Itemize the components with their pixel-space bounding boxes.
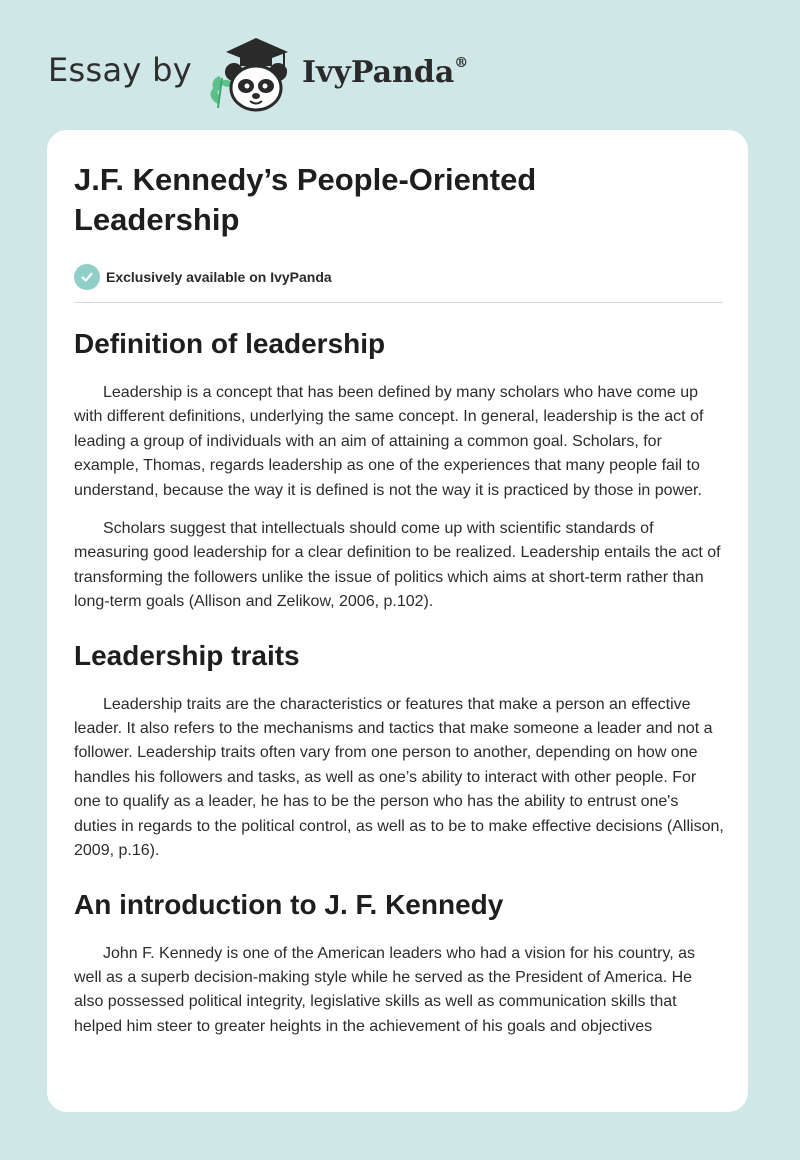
essay-card <box>47 130 748 1112</box>
panda-graduate-icon <box>206 34 298 114</box>
title-divider <box>74 302 723 303</box>
essay-title: J.F. Kennedy’s People-Oriented Leadership <box>74 162 537 237</box>
paragraph: Leadership is a concept that has been defined by many scholars who have come up with different definitions, underlying the same concept. In general, leadership is the act of leading a group of individuals with an aim of attaining a common goal. Scholars, for example, Thomas, regards leadership as one of the experiences that many people fail to understand, because the way it is defined is not the way it is practiced by those in power. <box>74 384 704 499</box>
paragraph: John F. Kennedy is one of the American leaders who had a vision for his country, as well as a superb decision-making style while he served as the President of America. He also possessed political integrity, legislative skills as well as communication skills that helped him steer to greater heights in the achievement of his goals and objectives <box>74 944 696 1035</box>
brand-name: IvyPanda® <box>301 54 469 90</box>
section-heading: Leadership traits <box>74 639 300 671</box>
brand-header <box>48 34 468 114</box>
paragraph: Leadership traits are the characteristics or features that make a person an effective leader. It also refers to the mechanisms and tactics that make someone a leader and not a follower. Leadership traits often vary from one person to another, depending on how one handles his followers and tasks, as well as one’s ability to interact with other people. For one to qualify as a leader, he has to be the person who has the ability to entrust one's duties in regards to the political control, as well as to be to make effective decisions (Allison, 2009, p.16). <box>74 695 724 860</box>
paragraph: Scholars suggest that intellectuals should come up with scientific standards of measuring good leadership for a clear definition to be realized. Leadership entails the act of transforming the followers unlike the issue of politics which aims at short-term rather than long-term goals (Allison and Zelikow, 2006, p.102). <box>74 520 721 611</box>
check-circle-icon <box>74 264 100 290</box>
trademark-symbol: ® <box>454 54 469 71</box>
section-definition <box>74 325 724 615</box>
section-heading: Definition of leadership <box>74 328 386 359</box>
exclusive-badge <box>74 264 724 290</box>
section-heading: An introduction to J. F. Kennedy <box>74 888 504 920</box>
brand-prefix: Essay by <box>48 51 192 89</box>
section-kennedy <box>74 886 724 1040</box>
exclusive-text: Exclusively available on IvyPanda <box>106 269 332 285</box>
section-traits <box>74 637 724 864</box>
